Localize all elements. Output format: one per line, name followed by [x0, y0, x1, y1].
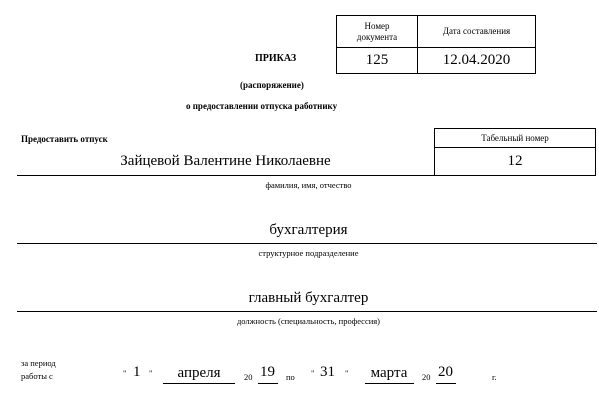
- employee-name-caption: фамилия, имя, отчество: [265, 180, 352, 190]
- personnel-number-header: Табельный номер: [434, 128, 596, 148]
- document-date-header: Дата составления: [417, 15, 536, 48]
- to-month: марта: [370, 365, 408, 381]
- from-quote-close: ": [149, 368, 153, 378]
- year-suffix: г.: [492, 372, 497, 382]
- period-label-line1: за период: [21, 358, 56, 368]
- employee-name-line: [17, 175, 435, 176]
- from-quote-open: ": [123, 368, 127, 378]
- to-day: 31: [320, 364, 335, 380]
- from-year-line: [258, 383, 278, 384]
- to-quote-open: ": [311, 368, 315, 378]
- from-month-line: [163, 383, 235, 384]
- to-year: 20: [438, 364, 453, 380]
- from-month: апреля: [177, 365, 221, 381]
- to-century: 20: [422, 372, 431, 382]
- personnel-number-value: 12: [434, 147, 596, 176]
- period-label: [21, 358, 81, 381]
- document-number-header: Номер документа: [336, 15, 418, 48]
- order-subtitle: (распоряжение): [240, 80, 304, 90]
- to-year-line: [436, 383, 456, 384]
- period-label-line2: работы с: [21, 371, 53, 381]
- employee-name: Зайцевой Валентине Николаевне: [120, 153, 331, 169]
- department-value: бухгалтерия: [269, 222, 348, 238]
- position-line: [17, 311, 597, 312]
- from-day: 1: [133, 364, 141, 380]
- from-century: 20: [244, 372, 253, 382]
- document-number-value: 125: [336, 47, 418, 74]
- to-quote-close: ": [345, 368, 349, 378]
- to-month-line: [365, 383, 414, 384]
- grant-leave-label: Предоставить отпуск: [21, 134, 108, 144]
- department-caption: структурное подразделение: [258, 248, 359, 258]
- from-year: 19: [260, 364, 275, 380]
- to-word: по: [286, 372, 295, 382]
- document-date-value: 12.04.2020: [417, 47, 536, 74]
- position-caption: должность (специальность, профессия): [236, 316, 381, 326]
- department-line: [17, 243, 597, 244]
- order-purpose: о предоставлении отпуска работнику: [186, 101, 338, 111]
- position-value: главный бухгалтер: [248, 290, 369, 306]
- order-title: ПРИКАЗ: [255, 53, 297, 64]
